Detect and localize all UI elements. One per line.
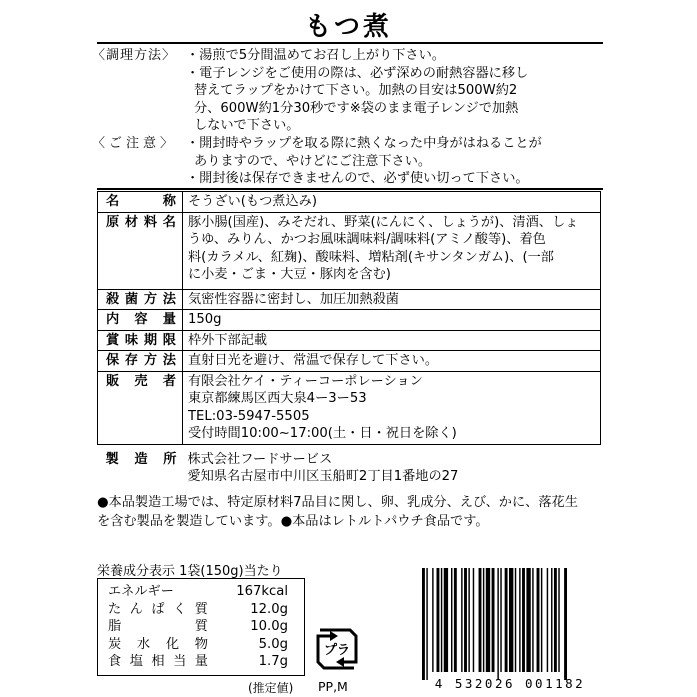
barcode-bar [500,568,501,672]
cooking-line: しないで下さい。 [194,118,300,133]
barcode-bar [483,568,484,672]
spec-value [183,444,601,487]
nutrition-value: 12.0g [250,601,288,617]
spec-value: そうざい(もつ煮込み) [183,192,601,213]
barcode-bar [486,568,490,672]
spec-value [183,212,601,289]
barcode-bar [444,568,448,672]
caution-line: ありますので、やけどにご注意下さい。 [194,153,432,169]
seller-line: TEL:03-5947-5505 [188,408,310,424]
barcode-bar [426,568,427,680]
barcode-bar [564,568,567,680]
nutrition-label: エネルギー [108,584,174,599]
cooking-line: 分、600W約1分30秒です※袋のまま電子レンジで加熱 [194,100,519,116]
nutrition-label: 脂質 [108,619,208,635]
manufacturer-line: 愛知県名古屋市中川区玉船町2丁目1番地の27 [187,469,459,484]
spec-value: 直射日光を避け、常温で保存して下さい。 [183,351,601,372]
note-line: を含む製品を製造しています。●本品はレトルトパウチ食品です。 [97,514,489,529]
barcode-bar [505,568,508,672]
barcode-bar [454,568,457,672]
spec-label: 保存方法 [98,351,183,372]
nutrition-footnote: (推定値) [248,681,294,695]
caution-text [186,135,606,188]
cooking-line: ・電子レンジをご使用の際は、必ず深めの耐熱容器に移し [186,65,529,81]
nutrition-row [108,583,294,601]
spec-row [98,351,601,372]
barcode-bar [451,568,452,672]
barcode-bar [526,568,530,672]
nutrition-row [108,601,294,619]
product-title: もつ煮 [304,12,392,42]
barcode-bar [479,568,482,672]
barcode-bar [519,568,520,672]
spec-value: 枠外下部記載 [183,330,601,351]
spec-row [98,192,601,213]
nutrition-value: 10.0g [250,619,288,635]
ingredients-line: に小麦・ごま・大豆・豚肉を含む) [188,267,391,282]
nutrition-label: たんぱく質 [108,601,208,617]
product-spec-table [97,191,601,487]
spec-row [98,212,601,289]
nutrition-label: 食塩相当量 [108,654,208,670]
spec-label: 販売者 [98,371,183,444]
barcode-bar [515,568,516,672]
nutrition-value: 167kcal [236,584,288,599]
seller-line: 有限会社ケイ・ティーコーポレーション [188,373,423,389]
spec-label: 製造所 [105,451,177,467]
spec-row [98,371,601,444]
barcode-bar [522,568,525,672]
barcode-bar [461,568,462,672]
nutrition-row [108,618,294,636]
spec-value: 150g [183,310,601,331]
cooking-label: 〈調理方法〉 [92,48,177,63]
caution-line: ・開封時やラップを取る際に熱くなった中身がはねることが [186,136,542,151]
barcode-bar [432,568,433,672]
cooking-line: ・湯煎で5分間温めてお召し上がり下さい。 [186,48,445,63]
allergen-notes [97,493,607,531]
spec-value: 気密性容器に密封し、加圧加熱殺菌 [183,289,601,310]
mid-divider [97,188,603,190]
spec-row [98,289,601,310]
ingredients-line: うゆ、みりん、かつお風味調味料/調味料(アミノ酸等)、着色 [188,232,546,247]
seller-line: 東京都練馬区西大泉4ー3ー53 [188,391,367,406]
spec-row [98,310,601,331]
cooking-line: 替えてラップをかけて下さい。加熱の目安は500W約2 [194,83,518,98]
nutrition-row [108,653,294,671]
note-line: ●本品製造工場では、特定原材料7品目に関し、卵、乳成分、えび、かに、落花生 [97,495,578,510]
barcode-bar [473,568,474,672]
seller-line: 受付時間10:00~17:00(土・日・祝日を除く) [188,426,457,441]
spec-label: 殺菌方法 [98,289,183,310]
recycle-mark-text: プラ [323,643,351,658]
nutrition-label: 炭水化物 [108,636,208,652]
caution-label: 〈ご注意〉 [92,136,178,151]
caution-line: ・開封後は保存できませんので、必ず使い切って下さい。 [186,171,529,186]
barcode-bar [532,568,533,672]
spec-row [98,444,601,487]
nutrition-value: 5.0g [258,636,288,652]
barcode-bar [547,568,548,672]
cooking-text [186,47,606,135]
nutrition-title: 栄養成分表示 1袋(150g)当たり [97,564,283,579]
nutrition-row [108,636,294,654]
barcode-number: 4 532026 001182 [434,676,586,691]
nutrition-table [97,578,305,676]
spec-label: 原材料名 [98,212,183,289]
barcode-bar [464,568,467,672]
barcode-bar [468,568,469,672]
ingredients-line: 料(カラメル、紅麹)、酸味料、増粘剤(キサンタンガム)、(一部 [188,249,554,265]
top-divider [97,42,603,44]
barcode-bar [441,568,442,672]
manufacturer-line: 株式会社フードサービス [187,451,333,467]
barcode-bar [497,568,498,680]
barcode-bar [554,568,557,672]
ingredients-line: 豚小腸(国産)、みそだれ、野菜(にんにく、しょうが)、清酒、しょ [188,214,579,230]
barcode-bar [537,568,540,672]
barcode-icon [418,568,602,680]
nutrition-value: 1.7g [258,654,288,670]
packaging-material: PP,M [318,679,348,694]
barcode-bar [492,568,495,672]
barcode-bar [509,568,513,672]
barcode-bar [541,568,542,672]
barcode-bar [551,568,552,672]
barcode-bar [437,568,440,672]
barcode-bar [422,568,425,680]
spec-value [183,371,601,444]
spec-label: 賞味期限 [98,330,183,351]
spec-label: 名称 [98,192,183,213]
spec-label: 内容量 [98,310,183,331]
plastic-recycle-icon [314,622,360,676]
spec-row [98,330,601,351]
barcode-bar [558,568,559,672]
